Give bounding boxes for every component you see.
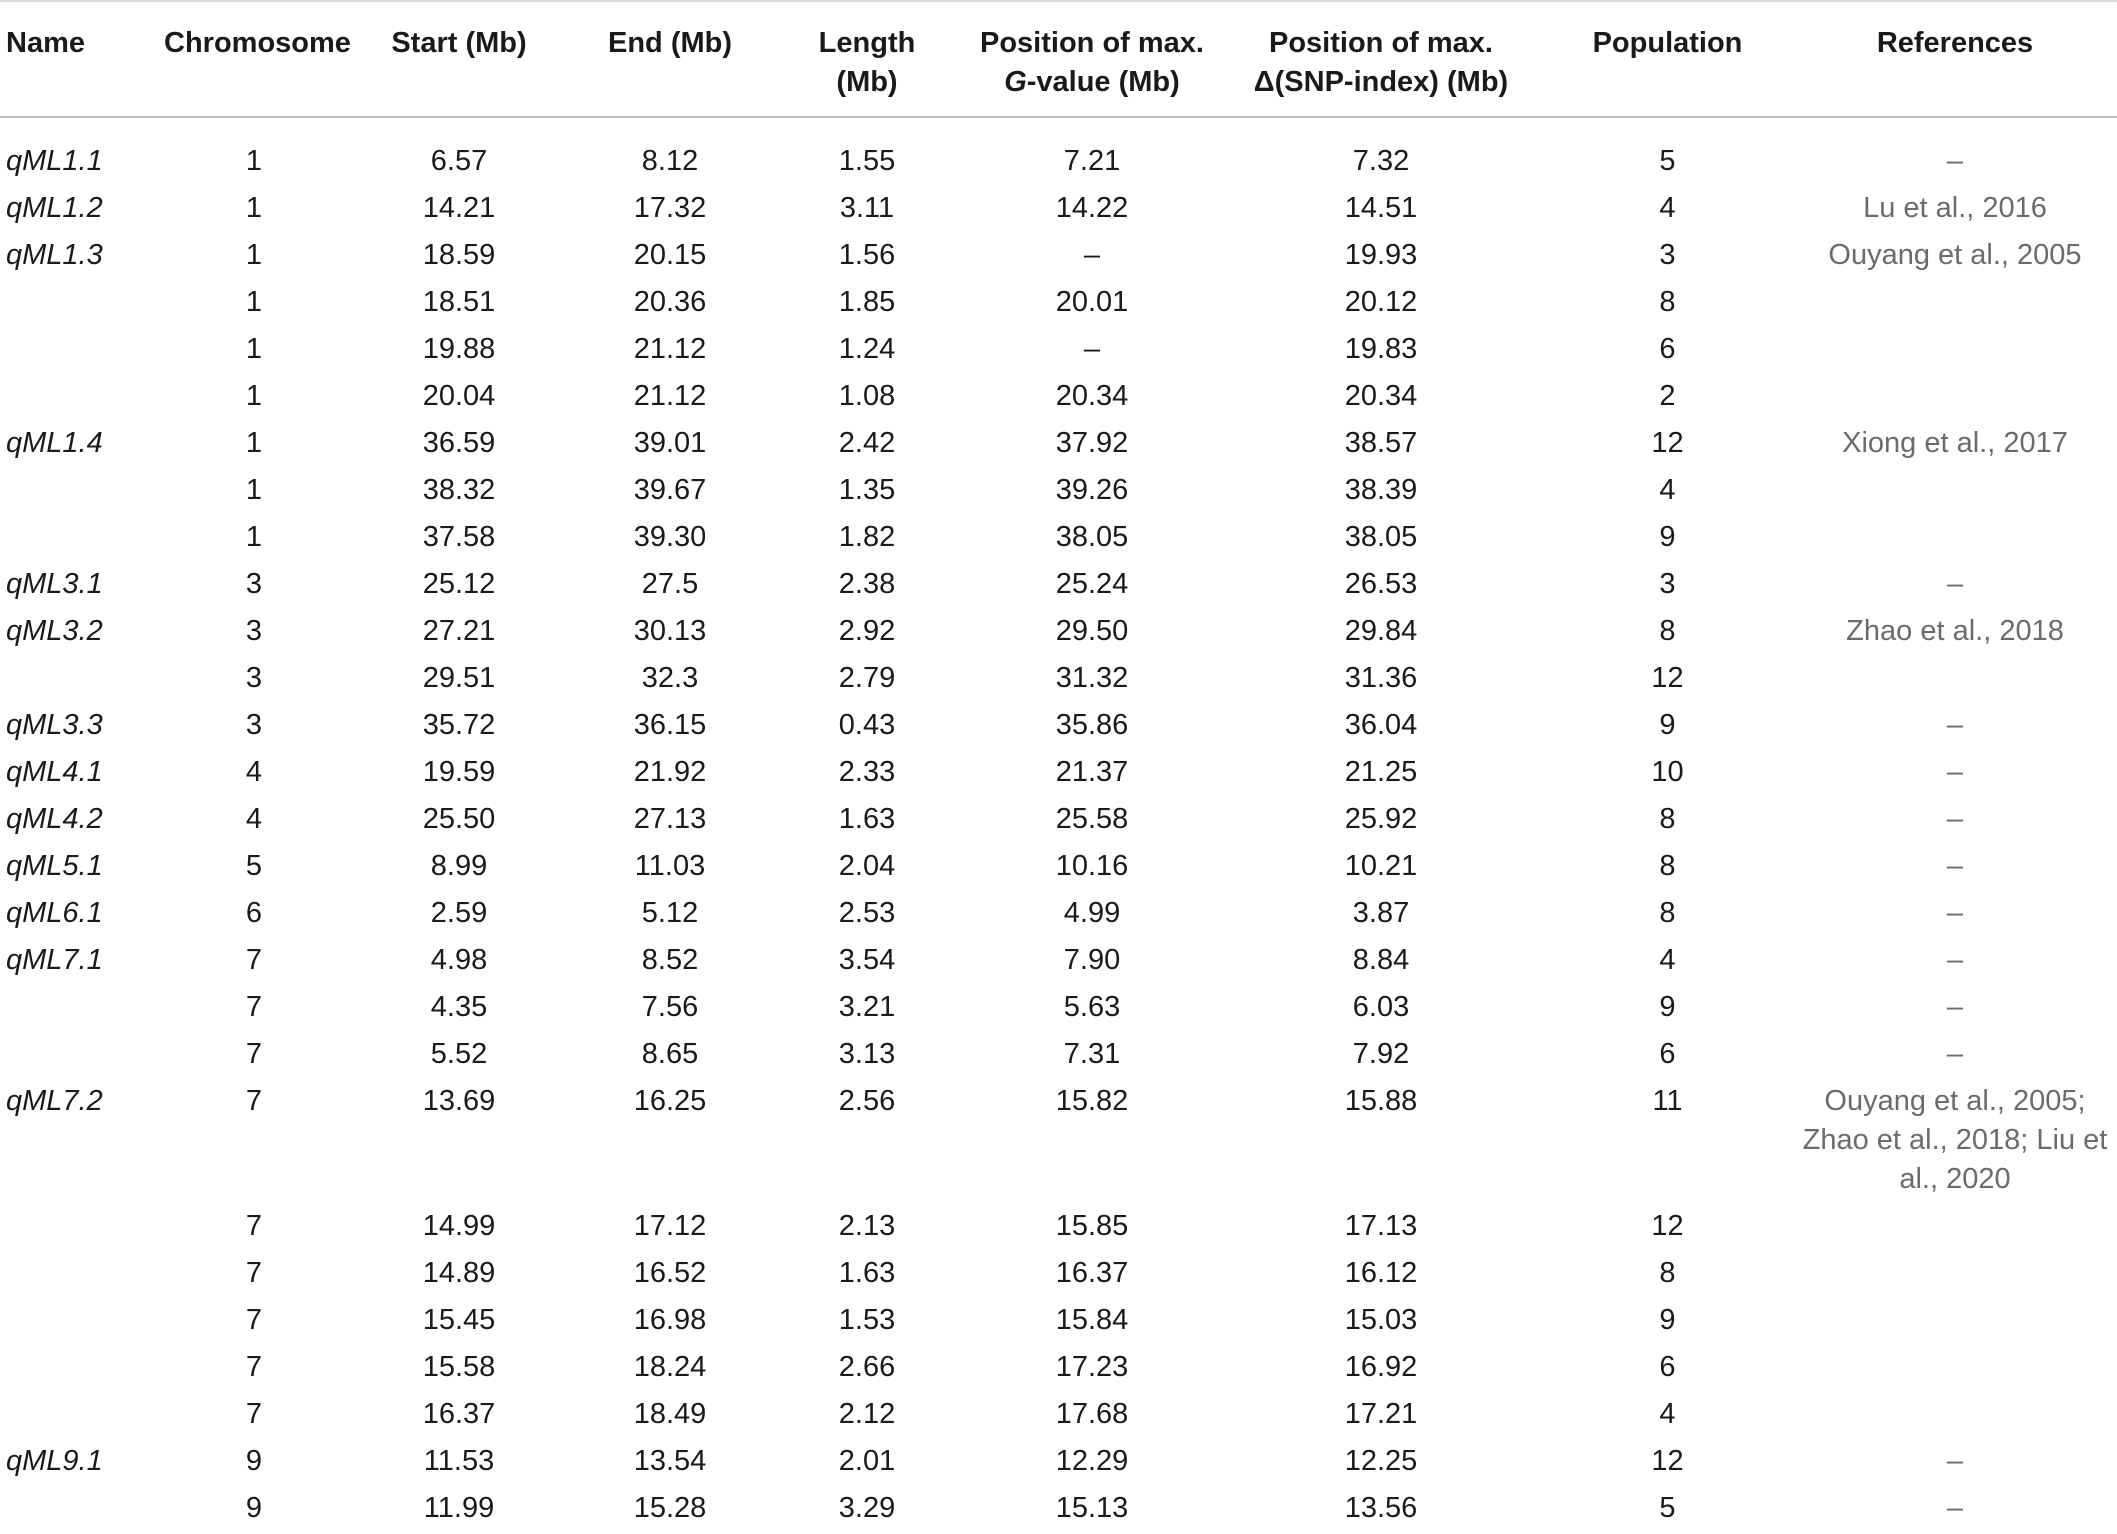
- cell-start: 11.53: [423, 1445, 495, 1477]
- cell-chromosome: 1: [245, 380, 263, 412]
- cell-snp-index: 10.21: [1344, 850, 1418, 882]
- table-row: [0, 657, 2117, 704]
- cell-population: 4: [1659, 944, 1676, 976]
- cell-population: 3: [1659, 568, 1676, 600]
- cell-gvalue: 16.37: [1055, 1257, 1129, 1289]
- table-row: [0, 1205, 2117, 1252]
- cell-length: 2.42: [838, 427, 896, 459]
- cell-population: 8: [1659, 850, 1676, 882]
- cell-name: qML3.2: [6, 615, 103, 647]
- cell-chromosome: 7: [245, 991, 263, 1023]
- cell-chromosome: 1: [245, 145, 263, 177]
- cell-name: qML5.1: [6, 850, 103, 882]
- cell-snp-index: 7.32: [1352, 145, 1410, 177]
- cell-snp-index: 17.13: [1344, 1210, 1418, 1242]
- cell-chromosome: 3: [245, 709, 263, 741]
- cell-population: 3: [1659, 239, 1676, 271]
- cell-snp-index: 31.36: [1344, 662, 1418, 694]
- cell-name: qML4.1: [6, 756, 103, 788]
- cell-references: [1793, 1393, 2117, 1440]
- cell-population: 12: [1651, 1445, 1684, 1477]
- cell-start: 11.99: [423, 1492, 495, 1524]
- table-row: [0, 1299, 2117, 1346]
- cell-gvalue: 20.01: [1055, 286, 1129, 318]
- header-gvalue-line1: Position of max.: [980, 27, 1204, 59]
- cell-end: 8.52: [641, 944, 699, 976]
- cell-name: qML1.3: [6, 239, 103, 271]
- cell-population: 9: [1659, 991, 1676, 1023]
- cell-snp-index: 19.83: [1344, 333, 1418, 365]
- cell-snp-index: 14.51: [1344, 192, 1418, 224]
- table-row: [0, 1252, 2117, 1299]
- cell-gvalue: 31.32: [1055, 662, 1129, 694]
- cell-references: –: [1946, 1492, 1964, 1524]
- header-snp-index: [1220, 1, 1542, 117]
- cell-references: [1793, 281, 2117, 328]
- cell-gvalue: 7.90: [1063, 944, 1121, 976]
- cell-snp-index: 36.04: [1344, 709, 1418, 741]
- cell-chromosome: 7: [245, 1257, 263, 1289]
- cell-chromosome: 3: [245, 568, 263, 600]
- cell-population: 8: [1659, 286, 1676, 318]
- cell-length: 1.55: [838, 145, 896, 177]
- cell-name: qML4.2: [6, 803, 103, 835]
- cell-gvalue: 29.50: [1055, 615, 1129, 647]
- table-row: [0, 751, 2117, 798]
- cell-name: [0, 1487, 160, 1534]
- cell-gvalue: 17.23: [1055, 1351, 1129, 1383]
- table-row: [0, 939, 2117, 986]
- cell-start: 14.89: [422, 1257, 496, 1289]
- cell-length: 1.35: [838, 474, 896, 506]
- header-start: Start (Mb): [348, 1, 570, 117]
- cell-references: Xiong et al., 2017: [1842, 427, 2068, 459]
- cell-length: 1.08: [838, 380, 896, 412]
- cell-snp-index: 29.84: [1344, 615, 1418, 647]
- cell-population: 4: [1659, 192, 1676, 224]
- cell-name: [0, 375, 160, 422]
- cell-references: [1793, 328, 2117, 375]
- cell-end: 39.01: [633, 427, 707, 459]
- header-snp-line2: Δ(SNP-index) (Mb): [1253, 66, 1509, 98]
- cell-snp-index: 16.12: [1344, 1257, 1418, 1289]
- cell-population: 4: [1659, 1398, 1676, 1430]
- cell-end: 30.13: [633, 615, 707, 647]
- cell-gvalue: 15.13: [1055, 1492, 1129, 1524]
- cell-references: [1793, 1252, 2117, 1299]
- cell-gvalue: 17.68: [1055, 1398, 1129, 1430]
- cell-name: qML7.2: [6, 1085, 103, 1117]
- cell-name: qML1.4: [6, 427, 103, 459]
- cell-gvalue: –: [1083, 333, 1101, 365]
- header-row: [0, 1, 2117, 117]
- cell-name: [0, 281, 160, 328]
- cell-length: 3.21: [838, 991, 896, 1023]
- cell-chromosome: 6: [245, 897, 263, 929]
- cell-start: 4.35: [430, 991, 488, 1023]
- cell-start: 38.32: [422, 474, 496, 506]
- cell-chromosome: 1: [245, 427, 263, 459]
- cell-population: 5: [1659, 1492, 1676, 1524]
- cell-start: 8.99: [430, 850, 488, 882]
- cell-snp-index: 19.93: [1344, 239, 1418, 271]
- cell-snp-index: 26.53: [1344, 568, 1418, 600]
- cell-end: 39.30: [633, 521, 707, 553]
- cell-population: 6: [1659, 333, 1676, 365]
- cell-start: 2.59: [430, 897, 488, 929]
- cell-gvalue: 35.86: [1055, 709, 1129, 741]
- cell-population: 8: [1659, 803, 1676, 835]
- cell-name: [0, 986, 160, 1033]
- cell-gvalue: 12.29: [1055, 1445, 1129, 1477]
- cell-snp-index: 38.05: [1344, 521, 1418, 553]
- cell-length: 1.85: [838, 286, 896, 318]
- cell-population: 11: [1652, 1085, 1683, 1117]
- cell-length: 1.53: [838, 1304, 896, 1336]
- cell-population: 6: [1659, 1038, 1676, 1070]
- header-chromosome: Chromosome: [160, 1, 348, 117]
- cell-gvalue: 15.84: [1055, 1304, 1129, 1336]
- cell-start: 37.58: [422, 521, 496, 553]
- cell-length: 1.56: [838, 239, 896, 271]
- cell-gvalue: 21.37: [1055, 756, 1129, 788]
- cell-length: 1.24: [838, 333, 896, 365]
- cell-end: 17.32: [633, 192, 707, 224]
- cell-length: 2.38: [838, 568, 896, 600]
- cell-population: 9: [1659, 709, 1676, 741]
- cell-start: 19.88: [422, 333, 496, 365]
- cell-population: 9: [1659, 521, 1676, 553]
- cell-start: 15.45: [422, 1304, 496, 1336]
- cell-end: 16.25: [633, 1085, 707, 1117]
- table-row: [0, 1033, 2117, 1080]
- table-row: [0, 1440, 2117, 1487]
- cell-chromosome: 7: [245, 944, 263, 976]
- cell-snp-index: 38.57: [1344, 427, 1418, 459]
- cell-chromosome: 9: [245, 1492, 263, 1524]
- cell-start: 19.59: [422, 756, 496, 788]
- cell-length: 1.82: [838, 521, 896, 553]
- cell-references: –: [1946, 897, 1964, 929]
- table-row: [0, 1346, 2117, 1393]
- cell-end: 17.12: [633, 1210, 707, 1242]
- cell-references: –: [1946, 1038, 1964, 1070]
- cell-start: 35.72: [422, 709, 496, 741]
- cell-references: [1793, 375, 2117, 422]
- cell-chromosome: 1: [245, 474, 263, 506]
- table-row: [0, 234, 2117, 281]
- cell-name: [0, 1393, 160, 1440]
- cell-references: [1793, 469, 2117, 516]
- cell-snp-index: 7.92: [1352, 1038, 1410, 1070]
- cell-start: 25.12: [422, 568, 496, 600]
- cell-end: 20.15: [633, 239, 707, 271]
- cell-gvalue: 4.99: [1063, 897, 1121, 929]
- cell-length: 3.11: [839, 192, 895, 224]
- cell-end: 8.65: [641, 1038, 699, 1070]
- cell-name: qML6.1: [6, 897, 103, 929]
- table-row: [0, 1080, 2117, 1205]
- cell-end: 27.5: [641, 568, 699, 600]
- cell-start: 15.58: [422, 1351, 496, 1383]
- cell-gvalue: 38.05: [1055, 521, 1129, 553]
- cell-population: 10: [1651, 756, 1684, 788]
- cell-start: 18.59: [422, 239, 496, 271]
- cell-name: [0, 1252, 160, 1299]
- table-row: [0, 610, 2117, 657]
- table-row: [0, 563, 2117, 610]
- cell-population: 12: [1651, 1210, 1684, 1242]
- cell-population: 8: [1659, 897, 1676, 929]
- table-row: [0, 516, 2117, 563]
- cell-gvalue: 10.16: [1055, 850, 1129, 882]
- cell-chromosome: 7: [245, 1304, 263, 1336]
- cell-references: [1793, 657, 2117, 704]
- cell-snp-index: 6.03: [1352, 991, 1410, 1023]
- cell-name: qML9.1: [6, 1445, 103, 1477]
- cell-name: [0, 1205, 160, 1252]
- cell-references: [1793, 1346, 2117, 1393]
- cell-population: 8: [1659, 615, 1676, 647]
- cell-length: 3.54: [838, 944, 896, 976]
- cell-name: qML7.1: [6, 944, 103, 976]
- cell-start: 4.98: [430, 944, 488, 976]
- cell-length: 2.12: [838, 1398, 896, 1430]
- cell-name: qML1.2: [6, 192, 103, 224]
- cell-population: 9: [1659, 1304, 1676, 1336]
- cell-chromosome: 7: [245, 1085, 263, 1117]
- cell-references: –: [1946, 803, 1964, 835]
- cell-snp-index: 3.87: [1352, 897, 1410, 929]
- cell-chromosome: 4: [245, 756, 263, 788]
- cell-gvalue: 37.92: [1055, 427, 1129, 459]
- cell-end: 39.67: [633, 474, 707, 506]
- table-row: [0, 798, 2117, 845]
- table-header: [0, 1, 2117, 117]
- cell-start: 13.69: [422, 1085, 496, 1117]
- cell-snp-index: 8.84: [1352, 944, 1410, 976]
- cell-references: –: [1946, 709, 1964, 741]
- header-length: [770, 1, 964, 117]
- cell-population: 8: [1659, 1257, 1676, 1289]
- cell-references: –: [1946, 1445, 1964, 1477]
- cell-gvalue: 7.21: [1063, 145, 1121, 177]
- cell-gvalue: 5.63: [1063, 991, 1121, 1023]
- cell-length: 2.53: [838, 897, 896, 929]
- cell-end: 16.52: [633, 1257, 707, 1289]
- cell-length: 2.79: [838, 662, 896, 694]
- cell-length: 1.63: [838, 803, 896, 835]
- cell-length: 2.04: [838, 850, 896, 882]
- cell-end: 8.12: [641, 145, 699, 177]
- header-snp-line1: Position of max.: [1269, 27, 1493, 59]
- cell-name: [0, 1033, 160, 1080]
- table-row: [0, 704, 2117, 751]
- cell-chromosome: 7: [245, 1210, 263, 1242]
- cell-gvalue: –: [1083, 239, 1101, 271]
- table-row: [0, 422, 2117, 469]
- cell-length: 2.92: [838, 615, 896, 647]
- table-row: [0, 986, 2117, 1033]
- cell-references: [1793, 1205, 2117, 1252]
- header-gvalue: [964, 1, 1220, 117]
- cell-length: 2.33: [838, 756, 896, 788]
- header-end: End (Mb): [570, 1, 770, 117]
- header-name: Name: [0, 1, 160, 117]
- cell-gvalue: 25.58: [1055, 803, 1129, 835]
- header-length-line1: Length: [818, 27, 916, 59]
- cell-length: 2.66: [838, 1351, 896, 1383]
- cell-references: [1793, 1299, 2117, 1346]
- table-row: [0, 187, 2117, 234]
- cell-chromosome: 9: [245, 1445, 263, 1477]
- cell-snp-index: 16.92: [1344, 1351, 1418, 1383]
- cell-snp-index: 12.25: [1344, 1445, 1418, 1477]
- cell-gvalue: 25.24: [1055, 568, 1129, 600]
- cell-end: 15.28: [633, 1492, 707, 1524]
- cell-name: qML3.1: [6, 568, 103, 600]
- cell-start: 20.04: [422, 380, 496, 412]
- cell-snp-index: 13.56: [1344, 1492, 1418, 1524]
- cell-start: 14.99: [422, 1210, 496, 1242]
- cell-population: 5: [1659, 145, 1676, 177]
- table-row: [0, 375, 2117, 422]
- cell-end: 13.54: [633, 1445, 707, 1477]
- cell-start: 14.21: [422, 192, 496, 224]
- cell-end: 11.03: [634, 850, 706, 882]
- cell-length: 2.01: [838, 1445, 896, 1477]
- cell-references: Lu et al., 2016: [1863, 192, 2047, 224]
- cell-length: 0.43: [838, 709, 896, 741]
- table-row: [0, 328, 2117, 375]
- cell-snp-index: 15.88: [1344, 1085, 1418, 1117]
- cell-chromosome: 1: [245, 286, 263, 318]
- cell-snp-index: 38.39: [1344, 474, 1418, 506]
- cell-snp-index: 20.12: [1344, 286, 1418, 318]
- cell-end: 7.56: [641, 991, 699, 1023]
- cell-name: [0, 516, 160, 563]
- cell-chromosome: 4: [245, 803, 263, 835]
- cell-start: 16.37: [422, 1398, 496, 1430]
- cell-references: Ouyang et al., 2005; Zhao et al., 2018; Liu et al., 2020: [1802, 1085, 2108, 1195]
- cell-name: [0, 1299, 160, 1346]
- cell-gvalue: 39.26: [1055, 474, 1129, 506]
- cell-snp-index: 25.92: [1344, 803, 1418, 835]
- cell-population: 6: [1659, 1351, 1676, 1383]
- table-row: [0, 469, 2117, 516]
- header-references: References: [1793, 1, 2117, 117]
- cell-start: 25.50: [422, 803, 496, 835]
- cell-chromosome: 1: [245, 521, 263, 553]
- cell-snp-index: 20.34: [1344, 380, 1418, 412]
- cell-end: 16.98: [633, 1304, 707, 1336]
- cell-references: –: [1946, 145, 1964, 177]
- cell-chromosome: 5: [245, 850, 263, 882]
- header-population: Population: [1542, 1, 1793, 117]
- cell-name: qML3.3: [6, 709, 103, 741]
- cell-chromosome: 1: [245, 239, 263, 271]
- table-row: [0, 845, 2117, 892]
- header-length-line2: (Mb): [836, 66, 898, 98]
- cell-length: 2.56: [838, 1085, 896, 1117]
- cell-name: qML1.1: [6, 145, 103, 177]
- cell-chromosome: 1: [245, 333, 263, 365]
- cell-name: [0, 328, 160, 375]
- cell-name: [0, 1346, 160, 1393]
- cell-end: 18.49: [633, 1398, 707, 1430]
- cell-start: 18.51: [422, 286, 496, 318]
- cell-gvalue: 15.82: [1055, 1085, 1129, 1117]
- cell-references: [1793, 516, 2117, 563]
- cell-references: –: [1946, 991, 1964, 1023]
- cell-chromosome: 7: [245, 1038, 263, 1070]
- cell-gvalue: 14.22: [1055, 192, 1129, 224]
- cell-name: [0, 657, 160, 704]
- cell-population: 4: [1659, 474, 1676, 506]
- table-row: [0, 281, 2117, 328]
- table-row: [0, 892, 2117, 939]
- cell-references: –: [1946, 756, 1964, 788]
- cell-start: 36.59: [422, 427, 496, 459]
- cell-chromosome: 3: [245, 662, 263, 694]
- cell-population: 12: [1651, 662, 1684, 694]
- cell-references: –: [1946, 568, 1964, 600]
- cell-end: 27.13: [633, 803, 707, 835]
- table-row: [0, 117, 2117, 187]
- cell-name: [0, 469, 160, 516]
- cell-end: 5.12: [641, 897, 699, 929]
- cell-gvalue: 15.85: [1055, 1210, 1129, 1242]
- cell-end: 32.3: [641, 662, 699, 694]
- cell-length: 3.13: [838, 1038, 896, 1070]
- cell-references: Ouyang et al., 2005: [1828, 239, 2082, 271]
- cell-length: 1.63: [838, 1257, 896, 1289]
- cell-snp-index: 21.25: [1344, 756, 1418, 788]
- cell-chromosome: 3: [245, 615, 263, 647]
- cell-end: 21.92: [633, 756, 707, 788]
- cell-references: Zhao et al., 2018: [1846, 615, 2064, 647]
- cell-end: 21.12: [633, 380, 707, 412]
- cell-end: 21.12: [633, 333, 707, 365]
- table-row: [0, 1487, 2117, 1534]
- header-gvalue-rest: -value (Mb): [1026, 66, 1180, 98]
- table-row: [0, 1393, 2117, 1440]
- cell-gvalue: 20.34: [1055, 380, 1129, 412]
- header-gvalue-g: G: [1004, 66, 1027, 98]
- cell-chromosome: 7: [245, 1351, 263, 1383]
- cell-start: 6.57: [430, 145, 488, 177]
- cell-end: 20.36: [633, 286, 707, 318]
- cell-gvalue: 7.31: [1063, 1038, 1121, 1070]
- cell-chromosome: 1: [245, 192, 263, 224]
- cell-start: 5.52: [430, 1038, 488, 1070]
- cell-references: –: [1946, 944, 1964, 976]
- cell-population: 12: [1651, 427, 1684, 459]
- cell-population: 2: [1659, 380, 1676, 412]
- cell-length: 3.29: [838, 1492, 896, 1524]
- cell-end: 36.15: [633, 709, 707, 741]
- cell-references: –: [1946, 850, 1964, 882]
- table-body: [0, 117, 2117, 1534]
- cell-snp-index: 15.03: [1344, 1304, 1418, 1336]
- cell-end: 18.24: [633, 1351, 707, 1383]
- cell-chromosome: 7: [245, 1398, 263, 1430]
- cell-start: 29.51: [422, 662, 496, 694]
- cell-snp-index: 17.21: [1344, 1398, 1418, 1430]
- cell-length: 2.13: [838, 1210, 896, 1242]
- cell-start: 27.21: [422, 615, 496, 647]
